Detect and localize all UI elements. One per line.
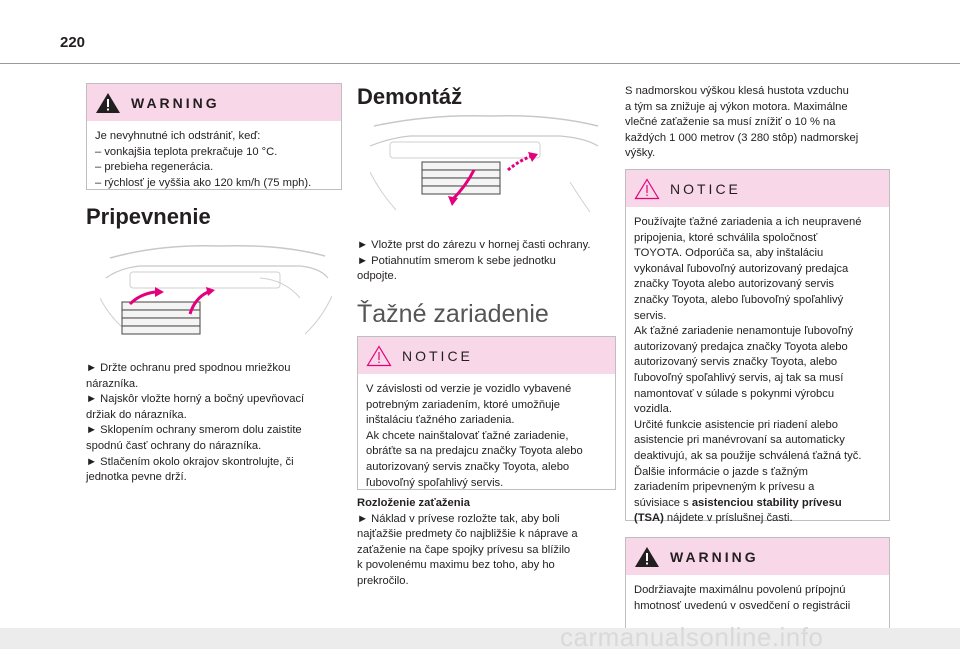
altitude-line: a tým sa znižuje aj výkon motora. Maximálne xyxy=(625,100,848,113)
section-heading-towing: Ťažné zariadenie xyxy=(357,300,549,328)
notice-header xyxy=(626,170,889,207)
notice-line-tsa-tail xyxy=(634,511,881,527)
notice-line: vykonával ľubovoľný autorizovaný predajca xyxy=(634,262,849,275)
notice-header xyxy=(358,337,615,374)
notice-text: súvisiace s xyxy=(634,496,689,509)
instruction-line: jednotka pevne drží. xyxy=(86,471,187,484)
notice-line: TOYOTA. Odporúča sa, aby inštaláciu xyxy=(634,247,824,260)
warning-header xyxy=(626,538,889,575)
warning-line: Dodržiavajte maximálnu povolenú prípojnú xyxy=(634,584,846,596)
instruction-line: ► Potiahnutím smerom k sebe jednotku xyxy=(357,254,556,267)
warning-line: – rýchlosť je vyššia ako 120 km/h (75 mph). xyxy=(95,176,312,189)
notice-line: ľubovoľný spoľahlivý servis, aj tak sa musí xyxy=(634,371,844,384)
instruction-line: ► Vložte prst do zárezu v hornej časti ochrany. xyxy=(357,239,591,251)
load-line: zaťaženie na čape spojky prívesu sa blížilo xyxy=(357,543,571,556)
notice-line: autorizovaný servis značky Toyota, alebo xyxy=(634,356,838,369)
notice-line: inštaláciu ťažného zariadenia. xyxy=(366,414,515,427)
tsa-abbrev: (TSA) xyxy=(634,512,664,525)
notice-line: Určité funkcie asistencie pri riadení alebo xyxy=(634,418,838,431)
warning-body xyxy=(626,575,889,620)
notice-line: vozidla. xyxy=(634,403,672,416)
notice-line: V závislosti od verzie je vozidlo vybavené xyxy=(366,383,572,395)
removal-illustration xyxy=(370,112,602,224)
instruction-line: odpojte. xyxy=(357,270,397,283)
notice-title: NOTICE xyxy=(670,180,741,197)
warning-line: – prebieha regenerácia. xyxy=(95,161,214,174)
altitude-line: S nadmorskou výškou klesá hustota vzduchu xyxy=(625,85,849,97)
warning-icon xyxy=(95,92,121,114)
section-heading-mounting: Pripevnenie xyxy=(86,204,211,229)
page-number: 220 xyxy=(60,34,86,51)
warning-line: – vonkajšia teplota prekračuje 10 °C. xyxy=(95,145,278,158)
instruction-line: ► Sklopením ochrany smerom dolu zaistite xyxy=(86,424,302,437)
warning-title: WARNING xyxy=(670,548,759,565)
load-line: prekročilo. xyxy=(357,574,409,587)
load-title: Rozloženie zaťaženia xyxy=(357,497,470,509)
notice-line: namontovať v súlade s pokynmi výrobcu xyxy=(634,387,835,400)
warning-body xyxy=(87,121,341,197)
notice-line: Používajte ťažné zariadenia a ich neupravené xyxy=(634,216,862,228)
instruction-line: ► Držte ochranu pred spodnou mriežkou xyxy=(86,362,291,374)
load-line: ► Náklad v prívese rozložte tak, aby boli xyxy=(357,512,560,525)
notice-line: Ďalšie informácie o jazde s ťažným xyxy=(634,465,808,478)
notice-line: pripojenia, ktoré schválila spoločnosť xyxy=(634,231,818,244)
notice-icon xyxy=(634,178,660,200)
warning-header xyxy=(87,84,341,121)
mounting-illustration xyxy=(100,238,332,348)
notice-box-middle xyxy=(357,336,616,490)
notice-line: zariadením pripevneným k prívesu a xyxy=(634,481,815,494)
notice-tail: nájdete v príslušnej časti. xyxy=(663,512,793,525)
notice-line: značky Toyota, alebo ľubovoľný spoľahlivý xyxy=(634,293,844,306)
load-line: k povolenému maximu bez toho, aby ho xyxy=(357,559,555,572)
altitude-text xyxy=(625,84,858,162)
altitude-line: vlečné zaťaženie sa musí znížiť o 10 % na xyxy=(625,116,836,129)
notice-line: obráťte sa na predajcu značky Toyota alebo xyxy=(366,445,583,458)
notice-line: asistencie pri manévrovaní sa automaticky xyxy=(634,434,845,447)
notice-body xyxy=(626,207,889,533)
removal-instructions xyxy=(357,238,590,285)
notice-line: značky Toyota alebo autorizovaný servis xyxy=(634,278,835,291)
mounting-instructions xyxy=(86,361,304,486)
notice-line: autorizovaný servis značky Toyota, alebo xyxy=(366,460,570,473)
notice-line: servis. xyxy=(634,309,667,322)
section-heading-removal: Demontáž xyxy=(357,84,463,109)
instruction-line: držiak do nárazníka. xyxy=(86,408,187,421)
warning-title: WARNING xyxy=(131,94,220,111)
notice-line: potrebným zariadením, ktoré umožňuje xyxy=(366,398,561,411)
warning-line: Je nevyhnutné ich odstrániť, keď: xyxy=(95,130,261,142)
notice-body xyxy=(358,374,615,497)
instruction-line: ► Stlačením okolo okrajov skontrolujte, či xyxy=(86,455,294,468)
altitude-line: každých 1 000 metrov (3 280 stôp) nadmorskej xyxy=(625,131,859,144)
watermark: carmanualsonline.info xyxy=(560,622,824,652)
warning-line: hmotnosť uvedenú v osvedčení o registrácii xyxy=(634,599,851,612)
warning-icon xyxy=(634,546,660,568)
header-rule xyxy=(0,63,960,64)
notice-title: NOTICE xyxy=(402,347,473,364)
warning-box-left xyxy=(86,83,342,190)
notice-box-right xyxy=(625,169,890,525)
instruction-line: spodnú časť ochrany do nárazníka. xyxy=(86,439,262,452)
altitude-line: výšky. xyxy=(625,147,656,160)
notice-icon xyxy=(366,345,392,367)
instruction-line: ► Najskôr vložte horný a bočný upevňovací xyxy=(86,393,305,406)
notice-line: Ak ťažné zariadenie nenamontuje ľubovoľný xyxy=(634,325,854,338)
tsa-bold-text: asistenciou stability prívesu xyxy=(691,496,842,509)
instruction-line: nárazníka. xyxy=(86,377,139,390)
load-distribution xyxy=(357,496,578,590)
notice-line: Ak chcete nainštalovať ťažné zariadenie, xyxy=(366,429,569,442)
notice-line: deaktivujú, ak sa použije schválená ťažná tyč. xyxy=(634,449,862,462)
notice-line-tsa xyxy=(634,496,881,512)
notice-line: ľubovoľný spoľahlivý servis. xyxy=(366,476,504,489)
load-line: najťažšie predmety čo najbližšie k náprave a xyxy=(357,528,578,541)
notice-line: autorizovaný predajca značky Toyota alebo xyxy=(634,340,848,353)
